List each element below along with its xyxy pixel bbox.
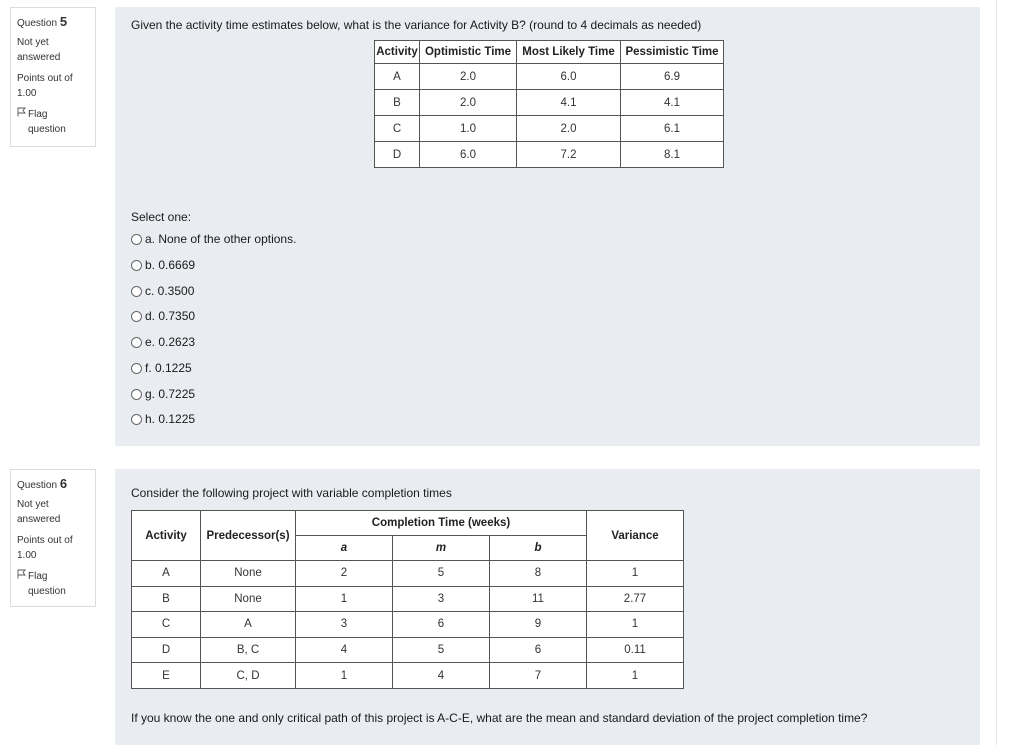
- cell: A: [201, 612, 296, 638]
- option-label: f. 0.1225: [145, 361, 192, 375]
- cell: 4: [296, 637, 393, 663]
- table-row: [375, 116, 724, 142]
- cell: E: [132, 663, 201, 689]
- points-line-1: Points out of: [17, 535, 73, 546]
- table-row: [132, 586, 684, 612]
- status-line-2: answered: [17, 514, 61, 525]
- question-number: [17, 476, 89, 491]
- cell: 6.1: [621, 116, 724, 142]
- col-activity: Activity: [375, 41, 420, 64]
- radio-button[interactable]: [131, 389, 142, 400]
- col-optimistic: Optimistic Time: [420, 41, 517, 64]
- col-most-likely: Most Likely Time: [517, 41, 621, 64]
- points-line-2: 1.00: [17, 88, 37, 99]
- activity-time-table: [374, 40, 724, 168]
- cell: 2.0: [420, 64, 517, 90]
- flag-line-2: question: [28, 124, 66, 135]
- cell: 9: [490, 612, 587, 638]
- option-label: d. 0.7350: [145, 309, 196, 323]
- option-d[interactable]: [131, 309, 195, 323]
- col-m: m: [393, 536, 490, 561]
- option-label: a. None of the other options.: [145, 232, 297, 246]
- cell: 1: [296, 663, 393, 689]
- option-label: h. 0.1225: [145, 412, 196, 426]
- cell: C: [375, 116, 420, 142]
- cell: None: [201, 561, 296, 587]
- table-row: [375, 142, 724, 168]
- question-points: [17, 71, 89, 101]
- cell: 6: [490, 637, 587, 663]
- table-row: [132, 612, 684, 638]
- cell: 1: [587, 561, 684, 587]
- table-row: [132, 663, 684, 689]
- option-a[interactable]: [131, 232, 296, 246]
- col-pessimistic: Pessimistic Time: [621, 41, 724, 64]
- option-b[interactable]: [131, 258, 195, 272]
- status-line-1: Not yet: [17, 499, 49, 510]
- option-label: c. 0.3500: [145, 284, 195, 298]
- select-one-label: Select one:: [131, 210, 192, 224]
- cell: 2.0: [420, 90, 517, 116]
- cell: 0.11: [587, 637, 684, 663]
- question-6-content: [115, 469, 980, 745]
- question-number-value: 5: [59, 14, 68, 29]
- cell: 4.1: [621, 90, 724, 116]
- question-prompt: Given the activity time estimates below, what is the variance for Activity B? (round to 4 decimals as needed): [131, 18, 702, 32]
- flag-question-link[interactable]: [17, 107, 89, 137]
- project-completion-table: [131, 510, 684, 689]
- option-label: e. 0.2623: [145, 335, 196, 349]
- cell: 3: [393, 586, 490, 612]
- cell: 4: [393, 663, 490, 689]
- cell: B: [375, 90, 420, 116]
- cell: C, D: [201, 663, 296, 689]
- flag-line-1: Flag: [28, 571, 48, 582]
- cell: 2.0: [517, 116, 621, 142]
- option-f[interactable]: [131, 361, 192, 375]
- flag-question-link[interactable]: [17, 569, 89, 599]
- question-5-content: [115, 7, 980, 446]
- cell: D: [375, 142, 420, 168]
- cell: D: [132, 637, 201, 663]
- cell: 6.0: [517, 64, 621, 90]
- cell: A: [132, 561, 201, 587]
- radio-button[interactable]: [131, 311, 142, 322]
- question-points: [17, 533, 89, 563]
- cell: B: [132, 586, 201, 612]
- question-intro: Consider the following project with variable completion times: [131, 486, 452, 500]
- question-6-info: [10, 469, 96, 607]
- cell: 11: [490, 586, 587, 612]
- col-predecessors: Predecessor(s): [201, 511, 296, 561]
- question-number-value: 6: [59, 476, 68, 491]
- cell: C: [132, 612, 201, 638]
- option-g[interactable]: [131, 387, 195, 401]
- cell: A: [375, 64, 420, 90]
- radio-button[interactable]: [131, 260, 142, 271]
- cell: 6.0: [420, 142, 517, 168]
- cell: 3: [296, 612, 393, 638]
- flag-icon: [17, 569, 26, 584]
- flag-line-2: question: [28, 586, 66, 597]
- cell: 1: [587, 663, 684, 689]
- radio-button[interactable]: [131, 414, 142, 425]
- scrollbar[interactable]: [996, 0, 1024, 745]
- question-label: Question: [17, 18, 58, 29]
- cell: 5: [393, 637, 490, 663]
- status-line-1: Not yet: [17, 37, 49, 48]
- radio-button[interactable]: [131, 363, 142, 374]
- option-h[interactable]: [131, 412, 195, 426]
- cell: 6.9: [621, 64, 724, 90]
- radio-button[interactable]: [131, 286, 142, 297]
- cell: 4.1: [517, 90, 621, 116]
- cell: 5: [393, 561, 490, 587]
- table-header-row: [132, 511, 684, 536]
- question-prompt: If you know the one and only critical path of this project is A-C-E, what are the mean and standard deviation of the project completion time?: [131, 711, 868, 725]
- question-status: [17, 35, 89, 65]
- cell: 8: [490, 561, 587, 587]
- question-status: [17, 497, 89, 527]
- cell: 1: [296, 586, 393, 612]
- option-c[interactable]: [131, 284, 194, 298]
- cell: B, C: [201, 637, 296, 663]
- option-label: g. 0.7225: [145, 387, 196, 401]
- points-line-2: 1.00: [17, 550, 37, 561]
- cell: 6: [393, 612, 490, 638]
- table-row: [375, 64, 724, 90]
- cell: 7.2: [517, 142, 621, 168]
- option-label: b. 0.6669: [145, 258, 196, 272]
- question-number: [17, 14, 89, 29]
- flag-line-1: Flag: [28, 109, 48, 120]
- cell: 1.0: [420, 116, 517, 142]
- question-label: Question: [17, 480, 58, 491]
- cell: 2: [296, 561, 393, 587]
- col-activity: Activity: [132, 511, 201, 561]
- cell: 8.1: [621, 142, 724, 168]
- flag-icon: [17, 107, 26, 122]
- col-b: b: [490, 536, 587, 561]
- table-row: [132, 561, 684, 587]
- cell: None: [201, 586, 296, 612]
- points-line-1: Points out of: [17, 73, 73, 84]
- table-header-row: [375, 41, 724, 64]
- col-variance: Variance: [587, 511, 684, 561]
- cell: 1: [587, 612, 684, 638]
- table-row: [132, 637, 684, 663]
- col-a: a: [296, 536, 393, 561]
- status-line-2: answered: [17, 52, 61, 63]
- table-row: [375, 90, 724, 116]
- cell: 2.77: [587, 586, 684, 612]
- question-5-info: [10, 7, 96, 147]
- option-e[interactable]: [131, 335, 195, 349]
- cell: 7: [490, 663, 587, 689]
- col-group-completion-time: Completion Time (weeks): [296, 511, 587, 536]
- radio-button[interactable]: [131, 337, 142, 348]
- radio-button[interactable]: [131, 234, 142, 245]
